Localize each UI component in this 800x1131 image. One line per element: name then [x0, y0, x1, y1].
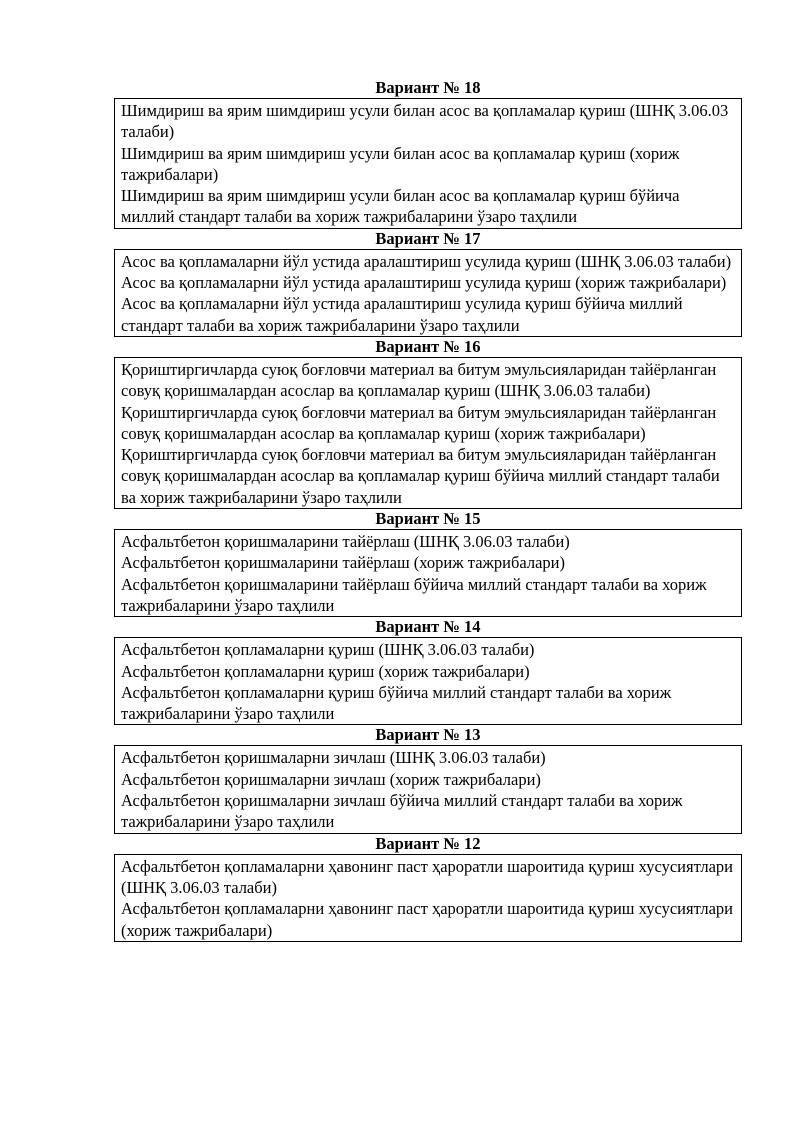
variant-line: Асфальтбетон қоришмаларни зичлаш (хориж тажрибалари)	[121, 769, 541, 789]
variant-heading: Вариант № 16	[375, 336, 481, 356]
variant-line: Қориштиргичларда суюқ боғловчи материал ва битум эмульсияларидан тайёрланган совуқ қоришмалардан асослар ва қопламалар қуриш бўйича миллий стандарт талаби ва хориж тажрибаларини ўзаро таҳлили	[121, 445, 720, 507]
variant-line: Шимдириш ва ярим шимдириш усули билан асос ва қопламалар қуриш (ШНҚ 3.06.03 талаби)	[121, 101, 729, 142]
variant-line: Асос ва қопламаларни йўл устида аралаштириш усулида қуриш бўйича миллий стандарт талаби ва хориж тажрибаларини ўзаро таҳлили	[121, 294, 683, 335]
variant-line: Асос ва қопламаларни йўл устида аралаштириш усулида қуриш (хориж тажрибалари)	[121, 273, 727, 293]
variant-line: Асфальтбетон қоришмаларини тайёрлаш бўйича миллий стандарт талаби ва хориж тажрибаларини ўзаро таҳлили	[121, 574, 707, 615]
variant-line: Асфальтбетон қопламаларни қуриш (ШНҚ 3.06.03 талаби)	[121, 640, 535, 660]
variant-box	[114, 854, 742, 942]
variant-box	[114, 98, 742, 229]
variant-heading: Вариант № 14	[375, 617, 481, 637]
variant-line: Асос ва қопламаларни йўл устида аралаштириш усулида қуриш (ШНҚ 3.06.03 талаби)	[121, 251, 732, 271]
variant-line: Асфальтбетон қопламаларни қуриш (хориж тажрибалари)	[121, 661, 530, 681]
variant-box	[114, 745, 742, 833]
variant-line: Шимдириш ва ярим шимдириш усули билан асос ва қопламалар қуриш бўйича миллий стандарт талаби ва хориж тажрибаларини ўзаро таҳлили	[121, 186, 680, 227]
document-page	[114, 78, 742, 942]
variant-heading: Вариант № 17	[375, 228, 481, 248]
variant-box	[114, 529, 742, 617]
variant-box	[114, 357, 742, 509]
variant-line: Асфальтбетон қопламаларни ҳавонинг паст ҳароратли шароитида қуриш хусусиятлари (хориж тажрибалари)	[121, 899, 734, 940]
variant-line: Асфальтбетон қоришмаларни зичлаш бўйича миллий стандарт талаби ва хориж тажрибаларини ўзаро таҳлили	[121, 791, 683, 832]
variant-line: Асфальтбетон қоришмаларини тайёрлаш (ШНҚ 3.06.03 талаби)	[121, 532, 570, 552]
variant-heading: Вариант № 18	[375, 78, 481, 97]
variant-heading: Вариант № 13	[375, 725, 481, 745]
variant-box	[114, 249, 742, 337]
variant-heading: Вариант № 15	[375, 509, 481, 529]
variant-line: Қориштиргичларда суюқ боғловчи материал ва битум эмульсияларидан тайёрланган совуқ қоришмалардан асослар ва қопламалар қуриш (ШНҚ 3.06.03 талаби)	[121, 359, 717, 401]
variant-line: Асфальтбетон қоришмаларини тайёрлаш (хориж тажрибалари)	[121, 553, 565, 573]
variant-heading: Вариант № 12	[375, 833, 481, 853]
variant-box	[114, 637, 742, 725]
variant-line: Асфальтбетон қопламаларни қуриш бўйича миллий стандарт талаби ва хориж тажрибаларини ўзаро таҳлили	[121, 682, 672, 724]
variant-line: Асфальтбетон қоришмаларни зичлаш (ШНҚ 3.06.03 талаби)	[121, 748, 546, 768]
variant-line: Асфальтбетон қопламаларни ҳавонинг паст ҳароратли шароитида қуриш хусусиятлари (ШНҚ 3.06.03 талаби)	[121, 856, 734, 897]
variant-line: Шимдириш ва ярим шимдириш усули билан асос ва қопламалар қуриш (хориж тажрибалари)	[121, 143, 680, 184]
variant-line: Қориштиргичларда суюқ боғловчи материал ва битум эмульсияларидан тайёрланган совуқ қоришмалардан асослар ва қопламалар қуриш (хориж тажрибалари)	[121, 402, 717, 443]
